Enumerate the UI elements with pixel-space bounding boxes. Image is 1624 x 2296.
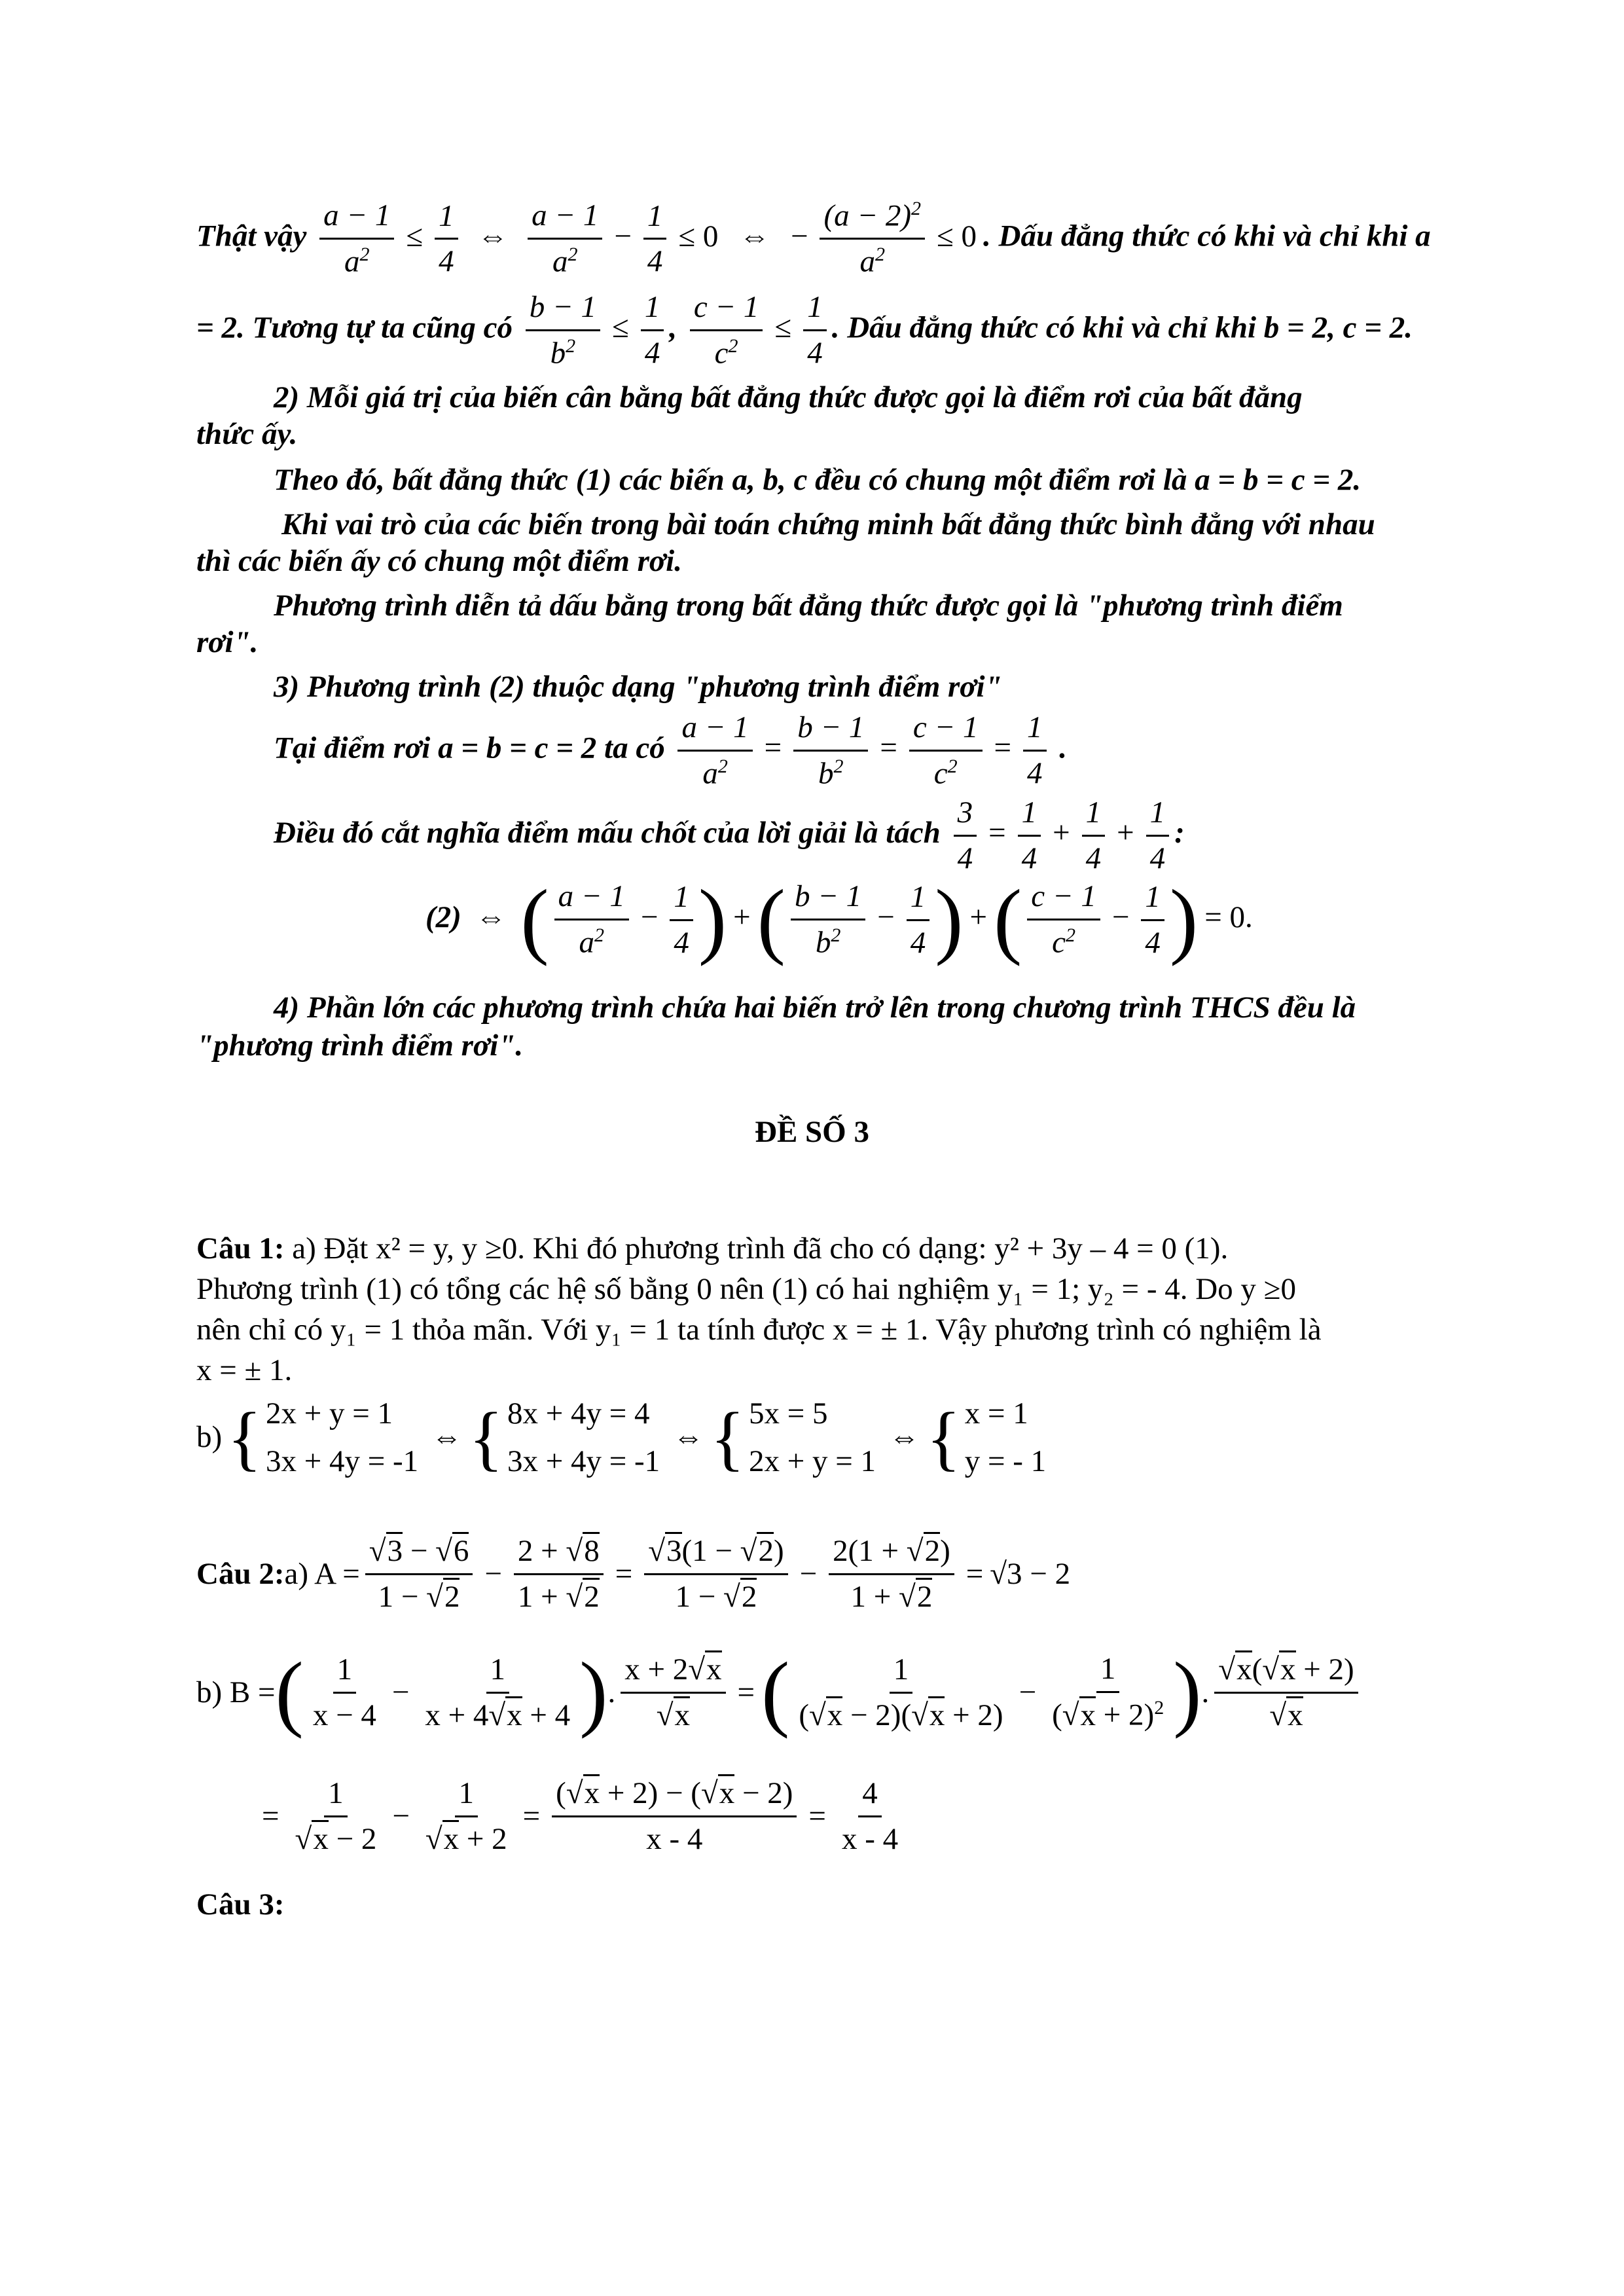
equation-system: { 5x = 5 2x + y = 1 [710, 1396, 876, 1478]
fraction: $\frac{1}{4}$ [1023, 708, 1047, 793]
fraction: $\frac{x + 2√x}{√x}$ [621, 1650, 725, 1735]
fraction: $\frac{1}{4}$ [641, 288, 664, 373]
text: (2) [425, 900, 461, 934]
point-line: Tại điểm rơi a = b = c = 2 ta có $\frac{a - 1}{a^2}$ = $\frac{b - 1}{b^2}$ = $\frac{c - 1}{c^2}$ = $\frac{1}{4}$ . [274, 708, 1067, 793]
fraction: $\frac{a - 1}{a^2}$ [677, 708, 752, 793]
fraction: $\frac{3}{4}$ [954, 793, 977, 878]
question-label: Câu 1: [196, 1231, 285, 1266]
cau1-b-systems: b) { 2x + y = 1 3x + 4y = -1 ⇔ { 8x + 4y = 4 3x + 4y = -1 ⇔ { 5x = 5 2x + y = 1 ⇔ { x = 1 y = - 1 [196, 1394, 1053, 1481]
paragraph-line: thức ấy. [196, 417, 298, 451]
fraction: $\frac{4}{x - 4}$ [838, 1774, 902, 1859]
fraction: $\frac{1}{x + 4√x + 4}$ [421, 1650, 574, 1735]
fraction: $\frac{1}{√x + 2}$ [422, 1774, 511, 1859]
paragraph-line: 2) Mỗi giá trị của biến cân bằng bất đẳng thức được gọi là điểm rơi của bất đẳng [274, 380, 1303, 414]
fraction: $\frac{1}{4}$ [643, 197, 667, 282]
fraction: $\frac{1}{√x - 2}$ [291, 1774, 381, 1859]
cau2-b-result: = $\frac{1}{√x - 2}$ − $\frac{1}{√x + 2}$ = $\frac{(√x + 2) - (√x - 2)}{x - 4}$ = $\frac{4}{x - 4}$ [255, 1774, 907, 1859]
paragraph-line: Theo đó, bất đẳng thức (1) các biến a, b, c đều có chung một điểm rơi là a = b = c = 2. [274, 463, 1362, 497]
paragraph-line: thì các biến ấy có chung một điểm rơi. [196, 544, 682, 578]
fraction: 1 x − 4 [309, 1650, 380, 1735]
proof-line-2: = 2. Tương tự ta cũng có $\frac{b - 1}{b^2}$ ≤ $\frac{1}{4}$ , $\frac{c - 1}{c^2}$ ≤ $\frac{1}{4}$ . Dấu đẳng thức có khi và chỉ khi b = 2, c = 2. [196, 288, 1413, 373]
fraction: $\frac{1}{4}$ [1082, 793, 1106, 878]
fraction: $\frac{c - 1}{c^2}$ [909, 708, 983, 793]
split-line: Điều đó cắt nghĩa điểm mấu chốt của lời giải là tách $\frac{3}{4}$ = $\frac{1}{4}$ + $\frac{1}{4}$ + $\frac{1}{4}$ : [274, 793, 1185, 878]
fraction: $\frac{1}{4}$ [1018, 793, 1041, 878]
text: . Dấu đẳng thức có khi và chỉ khi b = 2, c = 2. [831, 310, 1413, 345]
fraction: $\frac{b - 1}{b^2}$ [526, 288, 600, 373]
fraction: $\frac{2 + √8}{1 + √2}$ [514, 1532, 604, 1616]
fraction: $\frac{1}{4}$ [803, 288, 827, 373]
paragraph-line: Khi vai trò của các biến trong bài toán chứng minh bất đẳng thức bình đẳng với nhau [281, 507, 1375, 541]
paragraph-line: 3) Phương trình (2) thuộc dạng "phương trình điểm rơi" [274, 670, 1002, 704]
fraction: $\frac{a - 1}{a^2}$ [528, 196, 602, 281]
equation-system: { 8x + 4y = 4 3x + 4y = -1 [469, 1396, 660, 1478]
text: b) [196, 1420, 223, 1455]
fraction: $\frac{1}{4}$ [435, 197, 458, 282]
section-heading: ĐỀ SỐ 3 [755, 1115, 869, 1149]
text: a) A = [284, 1556, 360, 1591]
paragraph-line: nên chỉ có y₁ = 1 thỏa mãn. Với y₁ = 1 ta tính được x = ± 1. Vậy phương trình có nghiệm là [196, 1313, 1322, 1347]
fraction: $\frac{1}{4}$ [907, 878, 930, 962]
paragraph-line: 4) Phần lớn các phương trình chứa hai biến trở lên trong chương trình THCS đều là [274, 991, 1356, 1025]
text: Điều đó cắt nghĩa điểm mấu chốt của lời giải là tách [274, 816, 941, 850]
fraction: $\frac{b - 1}{b^2}$ [791, 877, 865, 962]
fraction: $\frac{2(1 + √2)}{1 + √2}$ [829, 1532, 954, 1616]
cau2-b: b) B = ( 1 x − 4 − $\frac{1}{x + 4√x + 4}$ ) . $\frac{x + 2√x}{√x}$ = ( 1 (√x − 2)(√x + 2) − $\frac{1}{(√x + 2)^2}$ ) . √x(√x + 2) √x [196, 1650, 1363, 1735]
text: a) Đặt x² = y, y ≥0. Khi đó phương trình đã cho có dạng: y² + 3y – 4 = 0 (1). [284, 1231, 1229, 1266]
fraction: $\frac{1}{4}$ [1146, 793, 1170, 878]
fraction: $\frac{c - 1}{c^2}$ [690, 288, 763, 373]
cau2-a: Câu 2: a) A = $\frac{√3 - √6}{1 - √2}$ − $\frac{2 + √8}{1 + √2}$ = $\frac{√3(1 - √2)}{1 - √2}$ − $\frac{2(1 + √2)}{1 + √2}$ = √3 − 2 [196, 1532, 1070, 1616]
fraction: $\frac{1}{(√x + 2)^2}$ [1048, 1650, 1168, 1734]
fraction: $\frac{1}{4}$ [1141, 878, 1164, 962]
fraction: $\frac{(a - 2)^2}{a^2}$ [820, 196, 925, 282]
question-label: Câu 2: [196, 1556, 285, 1591]
text: . Dấu đẳng thức có khi và chỉ khi a [983, 219, 1431, 253]
fraction: 1 (√x − 2)(√x + 2) [795, 1650, 1007, 1735]
text: b) B = [196, 1675, 276, 1709]
fraction: $\frac{c - 1}{c^2}$ [1027, 877, 1100, 962]
fraction: √x(√x + 2) √x [1214, 1650, 1358, 1735]
equation-system: { x = 1 y = - 1 [926, 1396, 1047, 1478]
fraction: $\frac{a - 1}{a^2}$ [319, 196, 394, 281]
paragraph-line: rơi". [196, 625, 259, 659]
fraction: $\frac{(√x + 2) - (√x - 2)}{x - 4}$ [552, 1774, 797, 1859]
paragraph-line: Phương trình (1) có tổng các hệ số bằng 0 nên (1) có hai nghiệm y₁ = 1; y₂ = - 4. Do y ≥0 [196, 1272, 1296, 1306]
cau1-line-1 [196, 1230, 1228, 1268]
text: Thật vậy [196, 219, 307, 253]
fraction: $\frac{a - 1}{a^2}$ [554, 877, 629, 962]
text: = 2. Tương tự ta cũng có [196, 310, 513, 345]
text: Tại điểm rơi a = b = c = 2 ta có [274, 731, 665, 765]
paragraph-line: "phương trình điểm rơi". [196, 1029, 524, 1063]
result: √3 − 2 [990, 1556, 1071, 1591]
equation-2: (2) ⇔ ( $\frac{a - 1}{a^2}$ − $\frac{1}{4}$ ) +( $\frac{b - 1}{b^2}$ − $\frac{1}{4}$ ) +( $\frac{c - 1}{c^2}$ − $\frac{1}{4}$ ) = 0. [425, 873, 1253, 967]
proof-line-1: Thật vậy $\frac{a - 1}{a^2}$ ≤ $\frac{1}{4}$ ⇔ $\frac{a - 1}{a^2}$ − $\frac{1}{4}$ ≤ 0 ⇔ − $\frac{(a - 2)^2}{a^2}$ ≤ 0 . Dấu đẳng thức có khi và chỉ khi a [196, 196, 1431, 282]
paragraph-line: Phương trình diễn tả dấu bằng trong bất đẳng thức được gọi là "phương trình điểm [274, 589, 1343, 623]
fraction: $\frac{√3 - √6}{1 - √2}$ [365, 1532, 473, 1616]
fraction: $\frac{√3(1 - √2)}{1 - √2}$ [644, 1532, 787, 1616]
fraction: $\frac{1}{4}$ [670, 878, 693, 962]
paragraph-line: x = ± 1. [196, 1353, 293, 1387]
equation-system: { 2x + y = 1 3x + 4y = -1 [227, 1396, 419, 1478]
fraction: $\frac{b - 1}{b^2}$ [793, 708, 868, 793]
question-label: Câu 3: [196, 1887, 285, 1922]
